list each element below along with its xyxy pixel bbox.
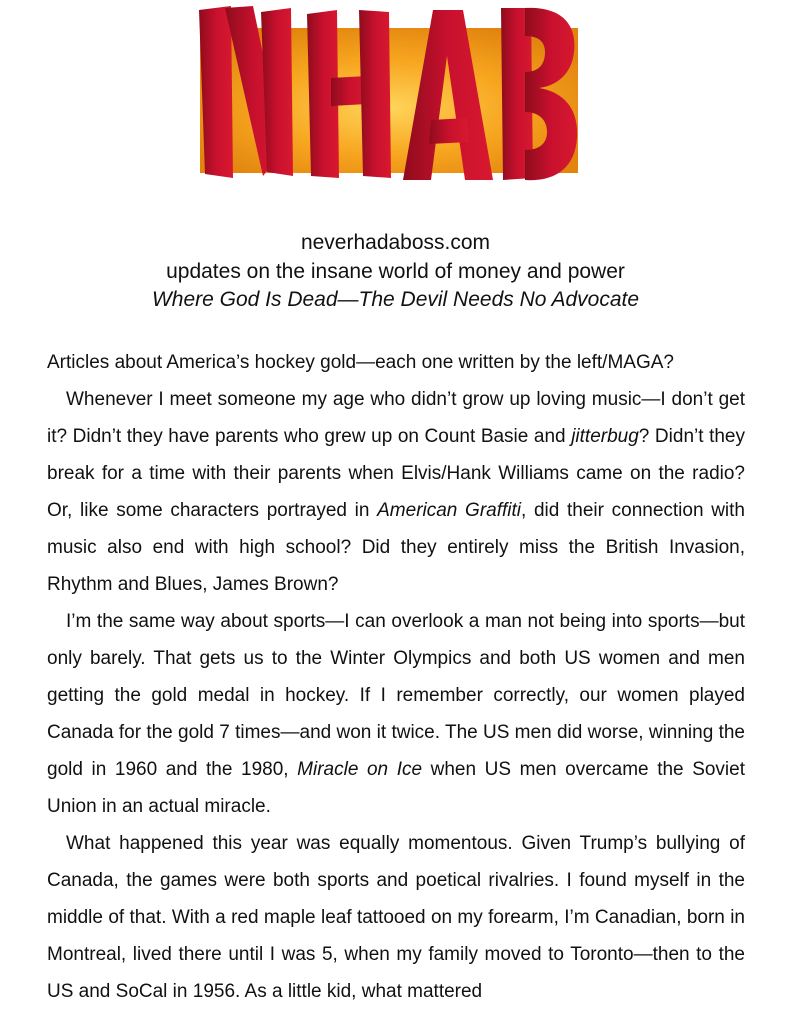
p2-text-1: I’m the same way about sports—I can overlook a man not being into sports—but only barely. That gets us to the Winter Olympics and both US women and men getting the gold medal in hockey. If I remember correctly, our women played Canada for the gold 7 times—and won it twice. The US men did worse, winning the gold in 1960 and the 1980, <box>47 611 745 780</box>
p1-italic-2: American Graffiti <box>377 500 522 521</box>
p3-text-1: What happened this year was equally momentous. Given Trump’s bullying of Canada, the games were both sports and poetical rivalries. I found myself in the middle of that. With a red maple leaf tattooed on my forearm, I’m Canadian, born in Montreal, lived there until I was 5, when my family moved to Toronto—then to the US and SoCal in 1956. As a little kid, what mattered <box>47 833 745 1002</box>
site-motto: Where God Is Dead—The Devil Needs No Advocate <box>151 288 640 311</box>
p1-text-3: , did their connection with music also end with high school? Did they entirely miss the British Invasion, Rhythm and Blues, James Brown? <box>47 500 746 595</box>
masthead <box>0 229 791 315</box>
p1-text-1: Whenever I meet someone my age who didn’t grow up loving music—I don’t get it? Didn’t they have parents who grew up on Count Basie and <box>47 389 745 447</box>
nhab-logo-graphic <box>195 0 583 190</box>
site-tagline: updates on the insane world of money and power <box>166 259 625 283</box>
article-paragraph-3 <box>47 825 745 1010</box>
article-headline: Articles about America’s hockey gold—each one written by the left/MAGA? <box>47 352 674 373</box>
article-body <box>47 344 745 1010</box>
p2-italic-1: Miracle on Ice <box>297 759 423 780</box>
p2-text-2: when US men overcame the Soviet Union in an actual miracle. <box>47 759 746 817</box>
site-url[interactable]: neverhadaboss.com <box>300 231 491 254</box>
article-paragraph-1 <box>47 381 745 603</box>
article-paragraph-2 <box>47 603 745 825</box>
p1-italic-1: jitterbug <box>571 426 639 447</box>
p1-text-2: ? Didn’t they break for a time with their parents when Elvis/Hank Williams came on the radio? Or, like some characters portrayed in <box>47 426 745 521</box>
site-logo[interactable] <box>195 0 583 190</box>
